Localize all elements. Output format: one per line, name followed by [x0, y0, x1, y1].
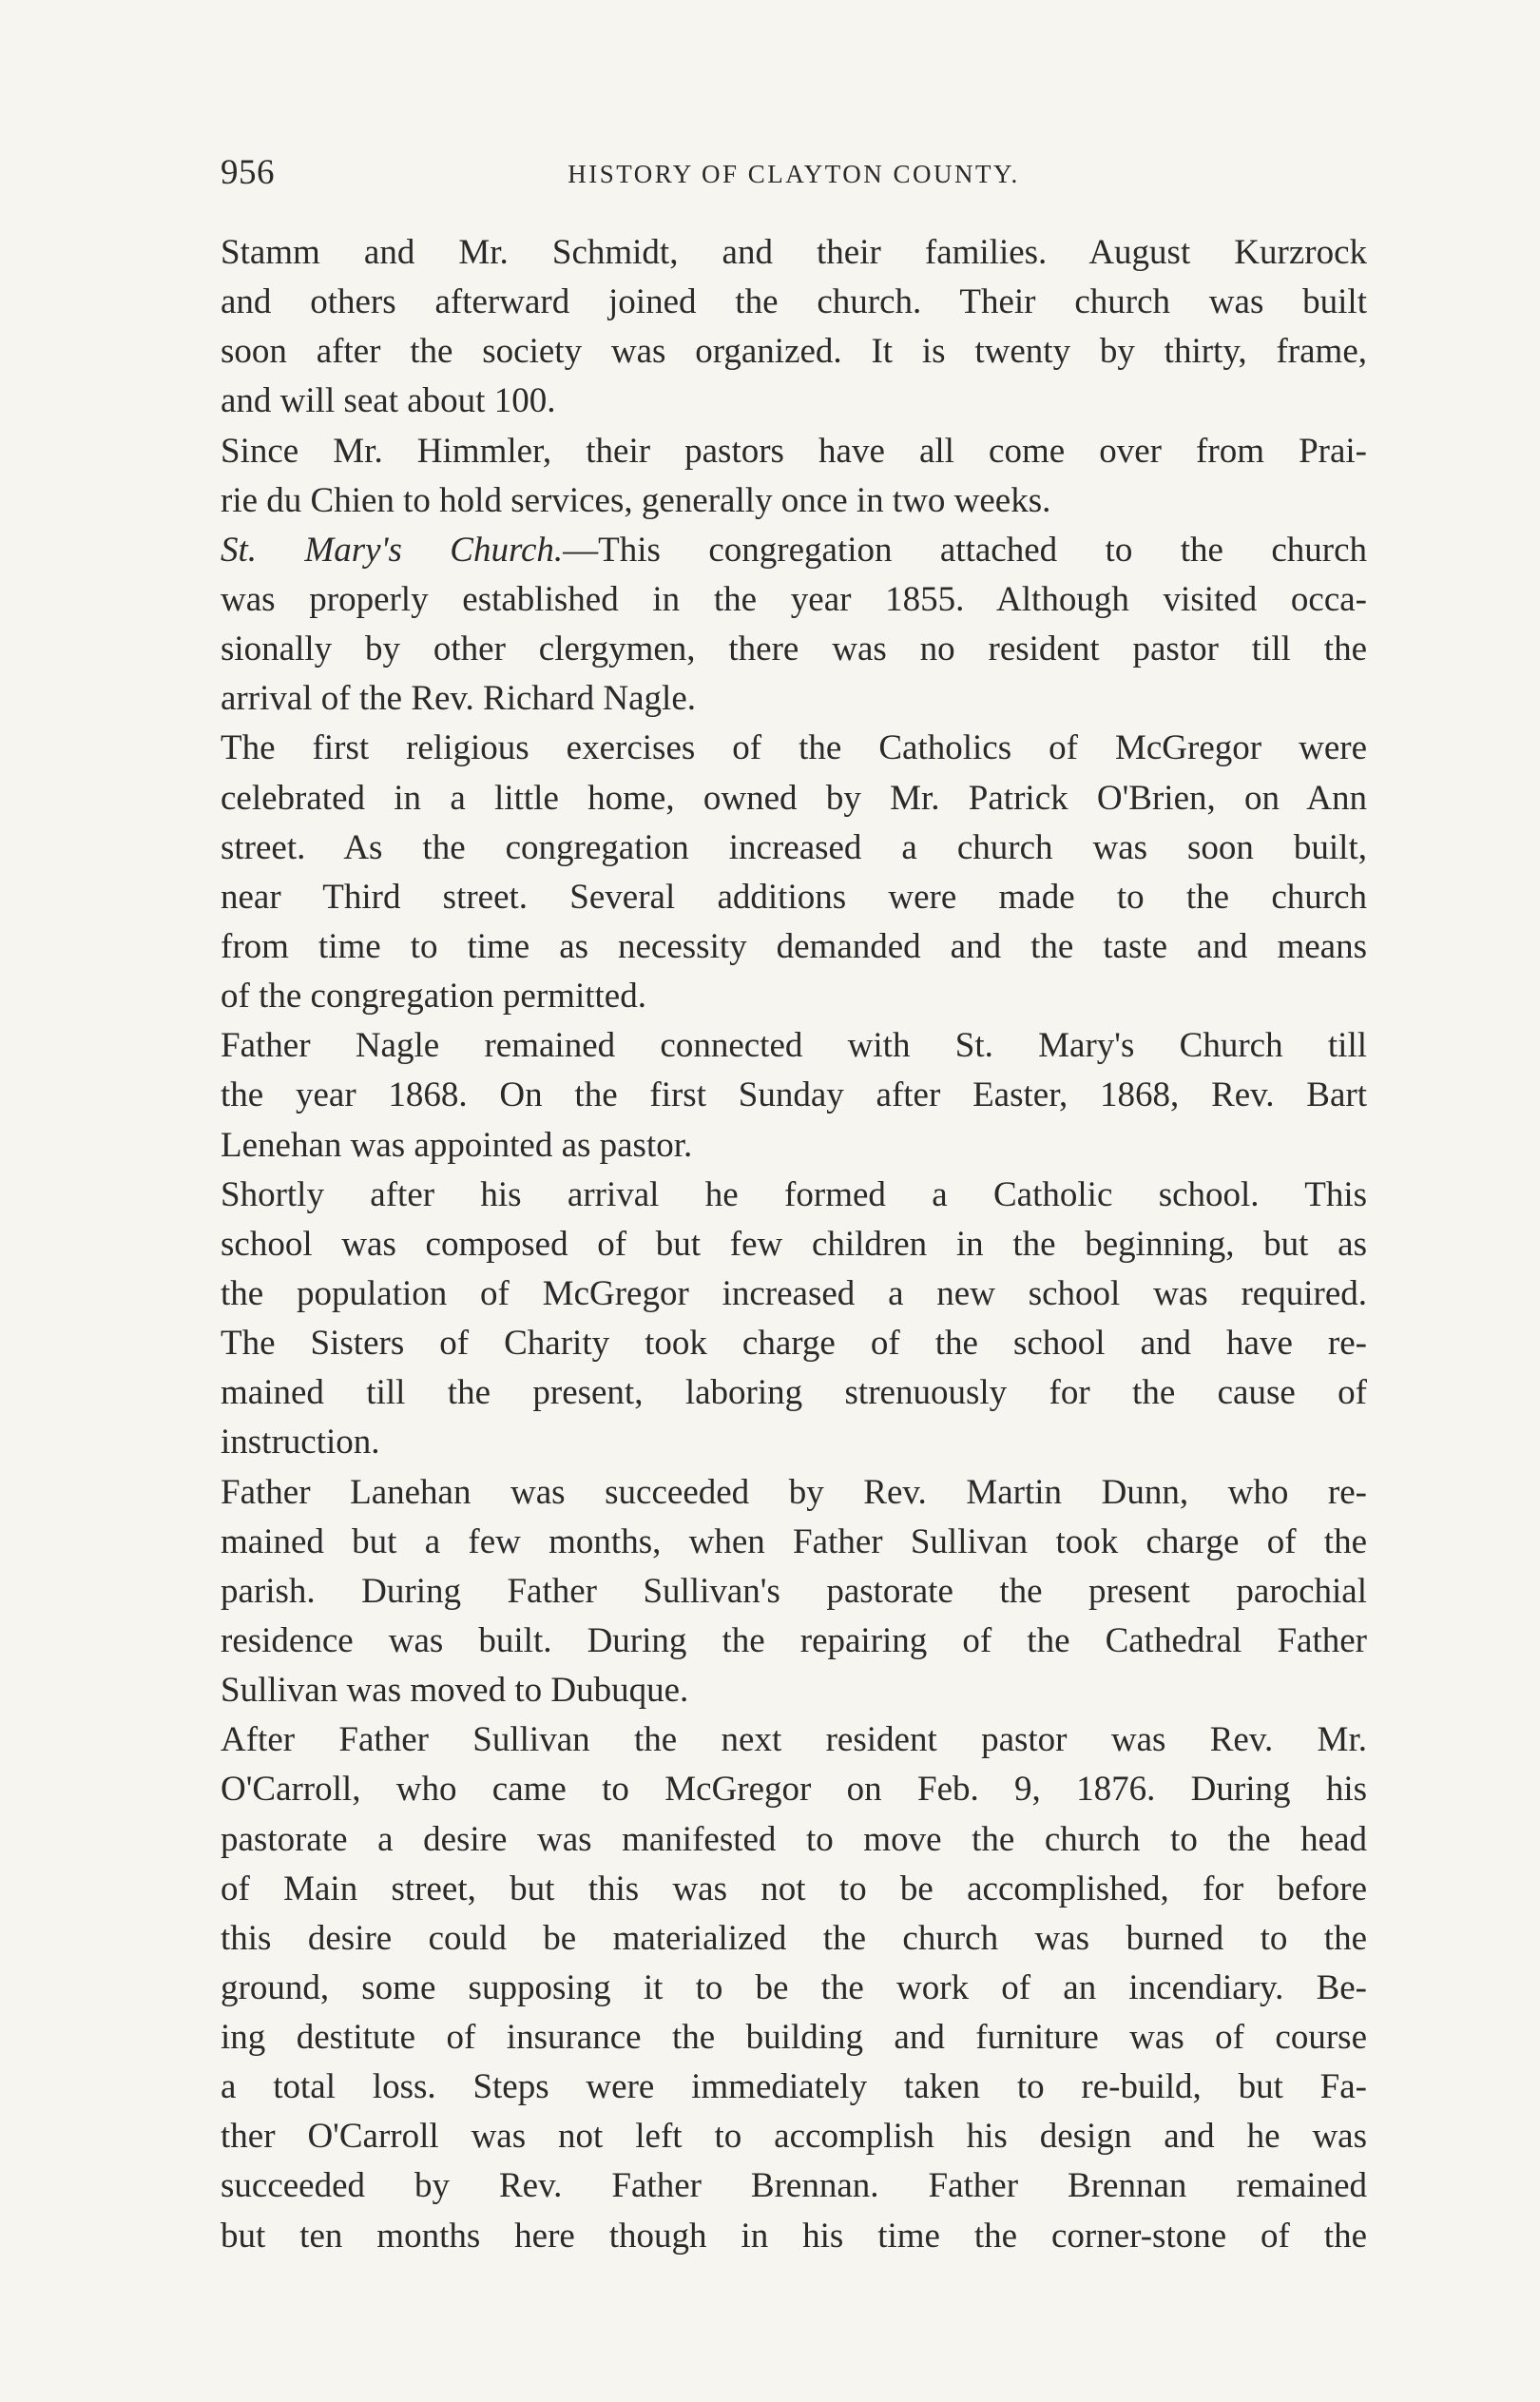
- line-text: Stamm and Mr. Schmidt, and their families. August Kurzrock: [221, 233, 1367, 272]
- line-text: rie du Chien to hold services, generally once in two weeks.: [221, 480, 1051, 520]
- line-text: pastorate a desire was manifested to move the church to the head: [221, 1819, 1367, 1859]
- text-line: [221, 2212, 1367, 2261]
- line-text: from time to time as necessity demanded and the taste and means: [221, 926, 1367, 966]
- line-text: ground, some supposing it to be the work of an incendiary. Be-: [221, 1967, 1367, 2007]
- line-text: and others afterward joined the church. Their church was built: [221, 282, 1367, 322]
- line-text: this desire could be materialized the church was burned to the: [221, 1918, 1367, 1958]
- text-line: [221, 2161, 1367, 2211]
- line-text: school was composed of but few children in the beginning, but as: [221, 1224, 1367, 1264]
- line-text: and will seat about 100.: [221, 381, 556, 421]
- line-text: the population of McGregor increased a new school was required.: [221, 1273, 1367, 1313]
- text-line: [221, 1121, 1367, 1171]
- text-line: [221, 1815, 1367, 1865]
- text-line: [221, 278, 1367, 327]
- line-text: street. As the congregation increased a church was soon built,: [221, 827, 1367, 867]
- line-text: residence was built. During the repairing of the Cathedral Father: [221, 1620, 1367, 1660]
- text-line: [221, 1368, 1367, 1418]
- text-line: [221, 724, 1367, 773]
- text-line: [221, 1518, 1367, 1567]
- line-text: but ten months here though in his time the corner-stone of the: [221, 2216, 1367, 2256]
- line-text: the year 1868. On the first Sunday after Easter, 1868, Rev. Bart: [221, 1075, 1367, 1115]
- text-line: [221, 1269, 1367, 1319]
- text-line: [221, 1567, 1367, 1617]
- text-line: [221, 1964, 1367, 2013]
- text-line: [221, 1715, 1367, 1765]
- text-line: [221, 1765, 1367, 1814]
- text-line: [221, 1865, 1367, 1914]
- section-heading: St. Mary's Church.: [221, 530, 564, 570]
- text-line: [221, 1666, 1367, 1715]
- line-text: Shortly after his arrival he formed a Catholic school. This: [221, 1174, 1367, 1214]
- line-text: The Sisters of Charity took charge of the school and have re-: [221, 1324, 1367, 1364]
- body-text: [221, 228, 1367, 2261]
- line-text: Since Mr. Himmler, their pastors have all come over from Prai-: [221, 431, 1367, 471]
- text-line: [221, 2112, 1367, 2161]
- line-text: Father Lanehan was succeeded by Rev. Martin Dunn, who re-: [221, 1472, 1367, 1512]
- text-line: [221, 1319, 1367, 1368]
- text-line: [221, 1914, 1367, 1964]
- line-text: parish. During Father Sullivan's pastorate the present parochial: [221, 1571, 1367, 1611]
- text-line: [221, 1021, 1367, 1071]
- page-number: 956: [221, 153, 275, 192]
- page-header: [221, 152, 1367, 200]
- text-line: [221, 228, 1367, 278]
- text-line: [221, 674, 1367, 724]
- line-text: The first religious exercises of the Catholics of McGregor were: [221, 728, 1367, 768]
- line-text: Lenehan was appointed as pastor.: [221, 1125, 693, 1165]
- text-line: [221, 476, 1367, 526]
- line-text: of the congregation permitted.: [221, 977, 646, 1017]
- text-line: [221, 2013, 1367, 2063]
- line-text: Sullivan was moved to Dubuque.: [221, 1671, 689, 1711]
- line-text: instruction.: [221, 1423, 380, 1463]
- text-line: [221, 823, 1367, 873]
- line-text: After Father Sullivan the next resident pastor was Rev. Mr.: [221, 1720, 1367, 1760]
- line-text: sionally by other clergymen, there was no resident pastor till the: [221, 630, 1367, 669]
- line-text: ther O'Carroll was not left to accomplish his design and he was: [221, 2117, 1367, 2157]
- line-text: soon after the society was organized. It is twenty by thirty, frame,: [221, 332, 1367, 372]
- running-head: HISTORY OF CLAYTON COUNTY.: [568, 160, 1020, 188]
- text-line: [221, 922, 1367, 972]
- text-line: [221, 2063, 1367, 2112]
- text-line: [221, 873, 1367, 922]
- text-line: [221, 1418, 1367, 1467]
- text-line: [221, 1171, 1367, 1220]
- text-line: [221, 1468, 1367, 1518]
- line-text: —This congregation attached to the church: [563, 530, 1367, 570]
- line-text: Father Nagle remained connected with St. Mary's Church till: [221, 1026, 1367, 1066]
- text-line: [221, 1220, 1367, 1269]
- line-text: a total loss. Steps were immediately taken to re-build, but Fa-: [221, 2067, 1367, 2107]
- line-text: of Main street, but this was not to be accomplished, for before: [221, 1869, 1367, 1908]
- line-text: near Third street. Several additions were made to the church: [221, 877, 1367, 917]
- line-text: succeeded by Rev. Father Brennan. Father Brennan remained: [221, 2166, 1367, 2206]
- text-line: [221, 526, 1367, 575]
- text-line: [221, 972, 1367, 1021]
- line-text: celebrated in a little home, owned by Mr. Patrick O'Brien, on Ann: [221, 778, 1367, 818]
- line-text: was properly established in the year 1855. Although visited occa-: [221, 579, 1367, 619]
- text-line: [221, 1617, 1367, 1666]
- text-line: [221, 377, 1367, 426]
- line-text: arrival of the Rev. Richard Nagle.: [221, 679, 696, 719]
- line-text: mained but a few months, when Father Sullivan took charge of the: [221, 1521, 1367, 1561]
- line-text: mained till the present, laboring strenuously for the cause of: [221, 1373, 1367, 1413]
- line-text: O'Carroll, who came to McGregor on Feb. 9, 1876. During his: [221, 1770, 1367, 1810]
- text-line: [221, 575, 1367, 625]
- line-text: ing destitute of insurance the building and furniture was of course: [221, 2018, 1367, 2058]
- text-line: [221, 427, 1367, 476]
- text-line: [221, 1071, 1367, 1120]
- text-line: [221, 774, 1367, 823]
- text-line: [221, 327, 1367, 377]
- text-line: [221, 625, 1367, 674]
